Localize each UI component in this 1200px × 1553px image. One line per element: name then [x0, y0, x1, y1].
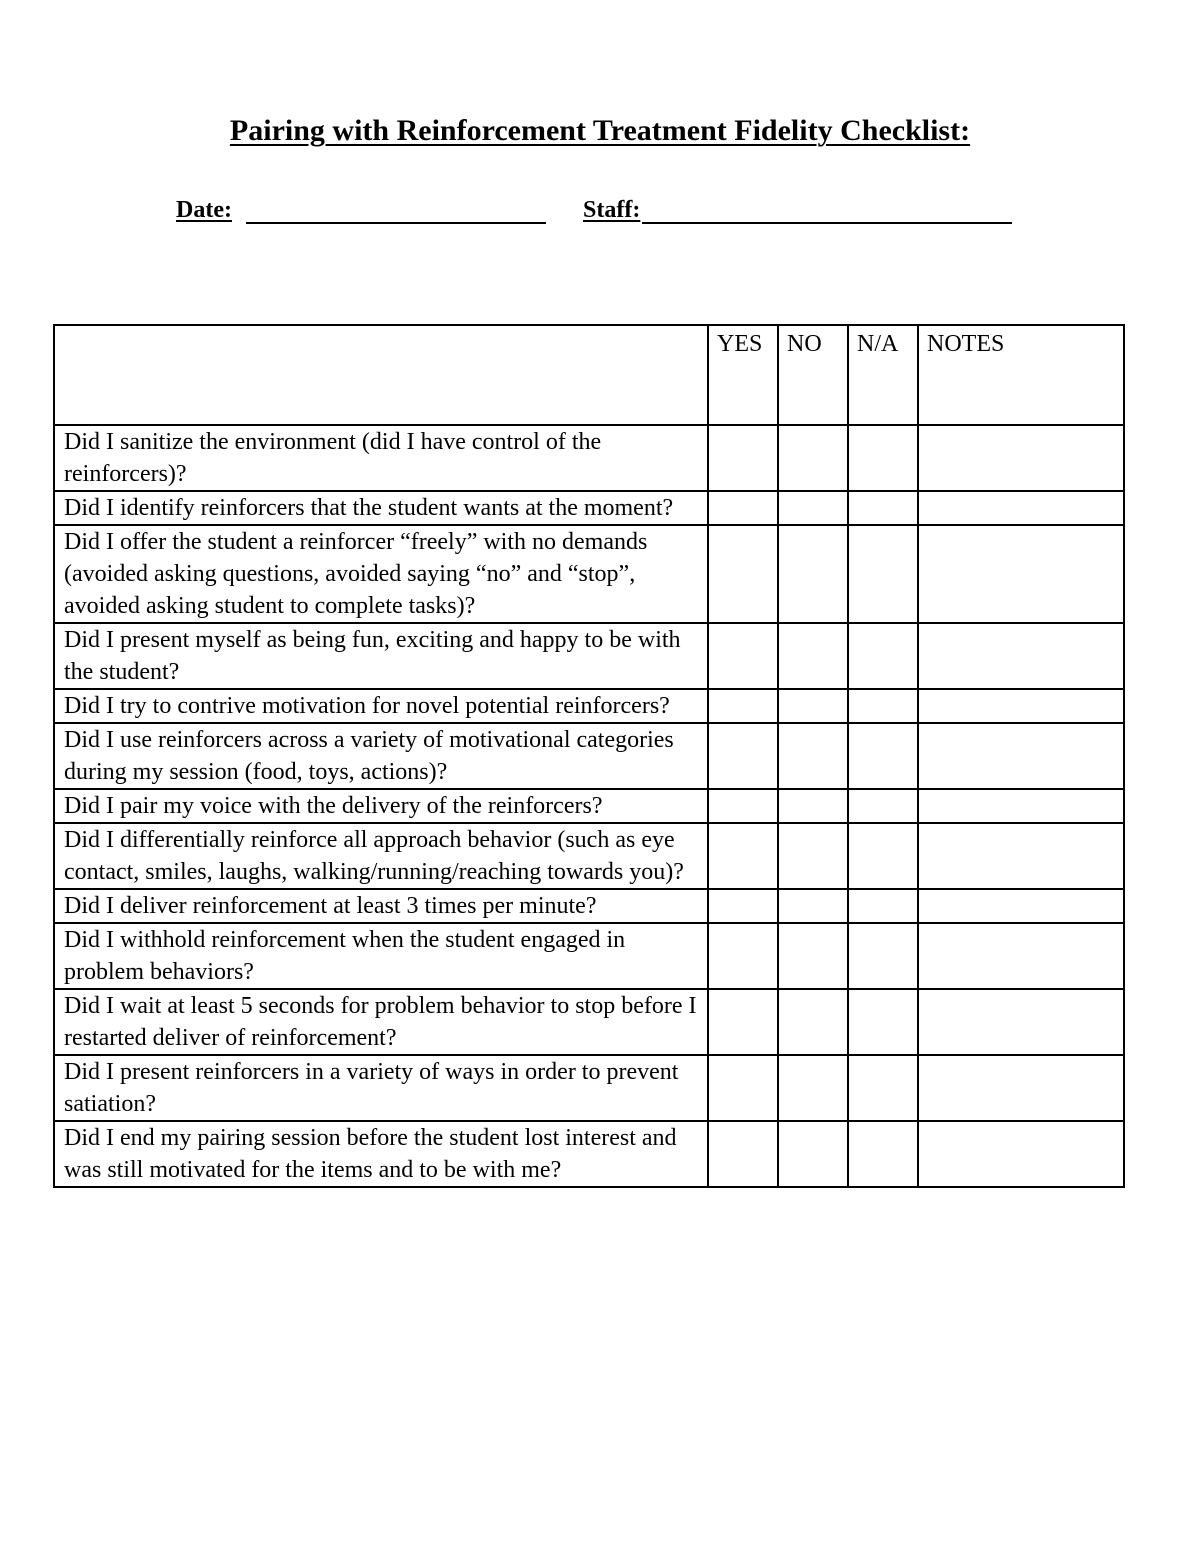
notes-answer-cell[interactable] — [918, 491, 1124, 525]
question-cell: Did I try to contrive motivation for novel potential reinforcers? — [54, 689, 708, 723]
table-row — [54, 491, 1124, 525]
question-cell: Did I present reinforcers in a variety of ways in order to prevent satiation? — [54, 1055, 708, 1121]
header-question — [54, 325, 708, 425]
notes-answer-cell[interactable] — [918, 1055, 1124, 1121]
table-row — [54, 1055, 1124, 1121]
na-answer-cell[interactable] — [848, 491, 918, 525]
na-answer-cell[interactable] — [848, 723, 918, 789]
no-answer-cell[interactable] — [778, 823, 848, 889]
no-answer-cell[interactable] — [778, 923, 848, 989]
table-row — [54, 623, 1124, 689]
yes-answer-cell[interactable] — [708, 689, 778, 723]
staff-blank-line[interactable] — [642, 200, 1012, 224]
no-answer-cell[interactable] — [778, 1121, 848, 1187]
header-no: NO — [778, 325, 848, 425]
na-answer-cell[interactable] — [848, 1121, 918, 1187]
table-row — [54, 1121, 1124, 1187]
notes-answer-cell[interactable] — [918, 823, 1124, 889]
table-row — [54, 425, 1124, 491]
yes-answer-cell[interactable] — [708, 889, 778, 923]
question-cell: Did I offer the student a reinforcer “freely” with no demands (avoided asking questions, avoided saying “no” and “stop”, avoided asking student to complete tasks)? — [54, 525, 708, 623]
question-cell: Did I wait at least 5 seconds for problem behavior to stop before I restarted deliver of reinforcement? — [54, 989, 708, 1055]
staff-label: Staff: — [583, 197, 641, 223]
table-row — [54, 923, 1124, 989]
yes-answer-cell[interactable] — [708, 989, 778, 1055]
no-answer-cell[interactable] — [778, 623, 848, 689]
header-yes: YES — [708, 325, 778, 425]
na-answer-cell[interactable] — [848, 789, 918, 823]
date-blank-line[interactable] — [246, 200, 546, 224]
notes-answer-cell[interactable] — [918, 623, 1124, 689]
question-cell: Did I identify reinforcers that the student wants at the moment? — [54, 491, 708, 525]
no-answer-cell[interactable] — [778, 525, 848, 623]
page-title: Pairing with Reinforcement Treatment Fidelity Checklist: — [229, 114, 971, 147]
checklist-body — [54, 425, 1124, 1187]
na-answer-cell[interactable] — [848, 823, 918, 889]
question-cell: Did I end my pairing session before the student lost interest and was still motivated for the items and to be with me? — [54, 1121, 708, 1187]
yes-answer-cell[interactable] — [708, 525, 778, 623]
notes-answer-cell[interactable] — [918, 789, 1124, 823]
table-row — [54, 525, 1124, 623]
no-answer-cell[interactable] — [778, 689, 848, 723]
staff-field[interactable] — [583, 197, 1012, 224]
no-answer-cell[interactable] — [778, 789, 848, 823]
na-answer-cell[interactable] — [848, 989, 918, 1055]
table-row — [54, 723, 1124, 789]
na-answer-cell[interactable] — [848, 1055, 918, 1121]
na-answer-cell[interactable] — [848, 525, 918, 623]
table-row — [54, 689, 1124, 723]
table-row — [54, 889, 1124, 923]
question-cell: Did I withhold reinforcement when the student engaged in problem behaviors? — [54, 923, 708, 989]
question-cell: Did I pair my voice with the delivery of the reinforcers? — [54, 789, 708, 823]
notes-answer-cell[interactable] — [918, 689, 1124, 723]
no-answer-cell[interactable] — [778, 491, 848, 525]
na-answer-cell[interactable] — [848, 923, 918, 989]
header-notes: NOTES — [918, 325, 1124, 425]
yes-answer-cell[interactable] — [708, 623, 778, 689]
notes-answer-cell[interactable] — [918, 723, 1124, 789]
question-cell: Did I differentially reinforce all approach behavior (such as eye contact, smiles, laughs, walking/running/reaching towards you)? — [54, 823, 708, 889]
yes-answer-cell[interactable] — [708, 823, 778, 889]
fidelity-checklist-table — [53, 324, 1125, 1188]
question-cell: Did I use reinforcers across a variety of motivational categories during my session (food, toys, actions)? — [54, 723, 708, 789]
question-cell: Did I deliver reinforcement at least 3 times per minute? — [54, 889, 708, 923]
yes-answer-cell[interactable] — [708, 1055, 778, 1121]
table-row — [54, 823, 1124, 889]
yes-answer-cell[interactable] — [708, 723, 778, 789]
na-answer-cell[interactable] — [848, 689, 918, 723]
no-answer-cell[interactable] — [778, 425, 848, 491]
yes-answer-cell[interactable] — [708, 923, 778, 989]
no-answer-cell[interactable] — [778, 889, 848, 923]
no-answer-cell[interactable] — [778, 723, 848, 789]
notes-answer-cell[interactable] — [918, 923, 1124, 989]
no-answer-cell[interactable] — [778, 1055, 848, 1121]
date-label: Date: — [176, 197, 232, 223]
yes-answer-cell[interactable] — [708, 789, 778, 823]
date-field[interactable] — [176, 197, 546, 224]
na-answer-cell[interactable] — [848, 889, 918, 923]
question-cell: Did I sanitize the environment (did I have control of the reinforcers)? — [54, 425, 708, 491]
yes-answer-cell[interactable] — [708, 491, 778, 525]
table-row — [54, 989, 1124, 1055]
header-na: N/A — [848, 325, 918, 425]
no-answer-cell[interactable] — [778, 989, 848, 1055]
na-answer-cell[interactable] — [848, 623, 918, 689]
notes-answer-cell[interactable] — [918, 525, 1124, 623]
notes-answer-cell[interactable] — [918, 425, 1124, 491]
notes-answer-cell[interactable] — [918, 989, 1124, 1055]
table-row — [54, 789, 1124, 823]
notes-answer-cell[interactable] — [918, 1121, 1124, 1187]
yes-answer-cell[interactable] — [708, 425, 778, 491]
yes-answer-cell[interactable] — [708, 1121, 778, 1187]
table-header-row — [54, 325, 1124, 425]
na-answer-cell[interactable] — [848, 425, 918, 491]
notes-answer-cell[interactable] — [918, 889, 1124, 923]
question-cell: Did I present myself as being fun, exciting and happy to be with the student? — [54, 623, 708, 689]
